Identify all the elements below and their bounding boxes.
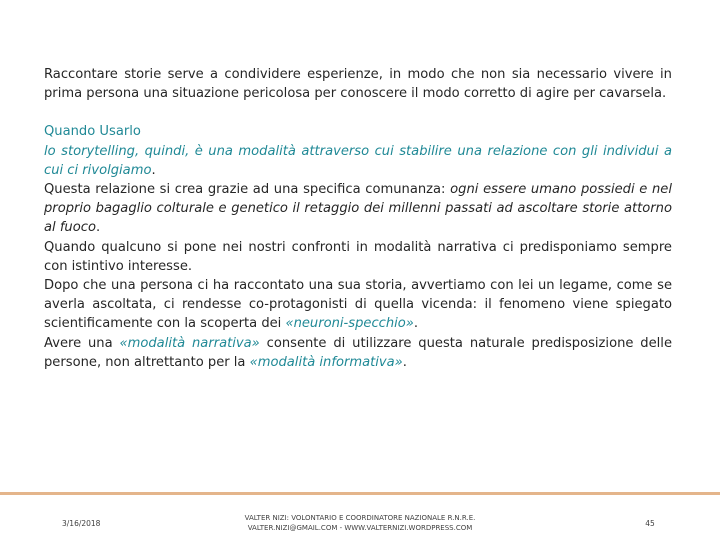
narrative-mode-term: «modalità narrativa» (119, 335, 260, 351)
informative-mode-term: «modalità informativa» (249, 354, 403, 370)
mirror-neurons-paragraph (44, 276, 672, 334)
storytelling-definition: lo storytelling, quindi, è una modalità attraverso cui stabilire una relazione con gli individui a cui ci rivolgiamo (44, 143, 672, 178)
modality-text-b: consente di utilizzare questa naturale predisposizione delle persone, non altrettanto per la (44, 335, 673, 370)
slide-body (44, 65, 672, 372)
footer-contacts: VALTER.NIZI@GMAIL.COM - WWW.VALTERNIZI.WORDPRESS.COM (247, 524, 473, 532)
mirror-text: Dopo che una persona ci ha raccontato una sua storia, avvertiamo con lei un legame, come se averla ascoltata, ci rendesse co-protagonisti di quella vicenda: il fenomeno viene spiegato scientificamente con la scoperta dei (44, 278, 672, 332)
punctuation: . (402, 354, 407, 370)
page-number: 45 (645, 519, 655, 528)
modality-text-a: Avere una (44, 335, 120, 351)
punctuation: . (151, 162, 156, 178)
punctuation: . (413, 316, 419, 332)
punctuation: . (95, 220, 101, 236)
storytelling-paragraph (44, 142, 672, 180)
footer-credits (200, 513, 520, 533)
footer-date: 3/16/2018 (62, 519, 101, 528)
relation-paragraph (44, 180, 672, 238)
interest-paragraph: Quando qualcuno si pone nei nostri confronti in modalità narrativa ci predisponiamo sempre con istintivo interesse. (44, 239, 672, 274)
footer-author: VALTER NIZI: VOLONTARIO E COORDINATORE NAZIONALE R.N.R.E. (244, 514, 476, 522)
relation-italic: ogni essere umano possiedi e nel proprio bagaglio colturale e genetico il retaggio dei millenni passati ad ascoltare storie attorno al fuoco (44, 182, 672, 236)
mirror-neurons-term: «neuroni-specchio» (285, 316, 414, 332)
section-heading: Quando Usarlo (44, 124, 141, 140)
paragraph-spacer (44, 103, 672, 122)
footer-divider (0, 492, 720, 495)
relation-text: Questa relazione si crea grazie ad una specifica comunanza: (44, 182, 451, 198)
modality-paragraph (44, 334, 672, 372)
intro-paragraph: Raccontare storie serve a condividere esperienze, in modo che non sia necessario vivere in prima persona una situazione pericolosa per conoscere il modo corretto di agire per cavarsela. (44, 67, 672, 102)
